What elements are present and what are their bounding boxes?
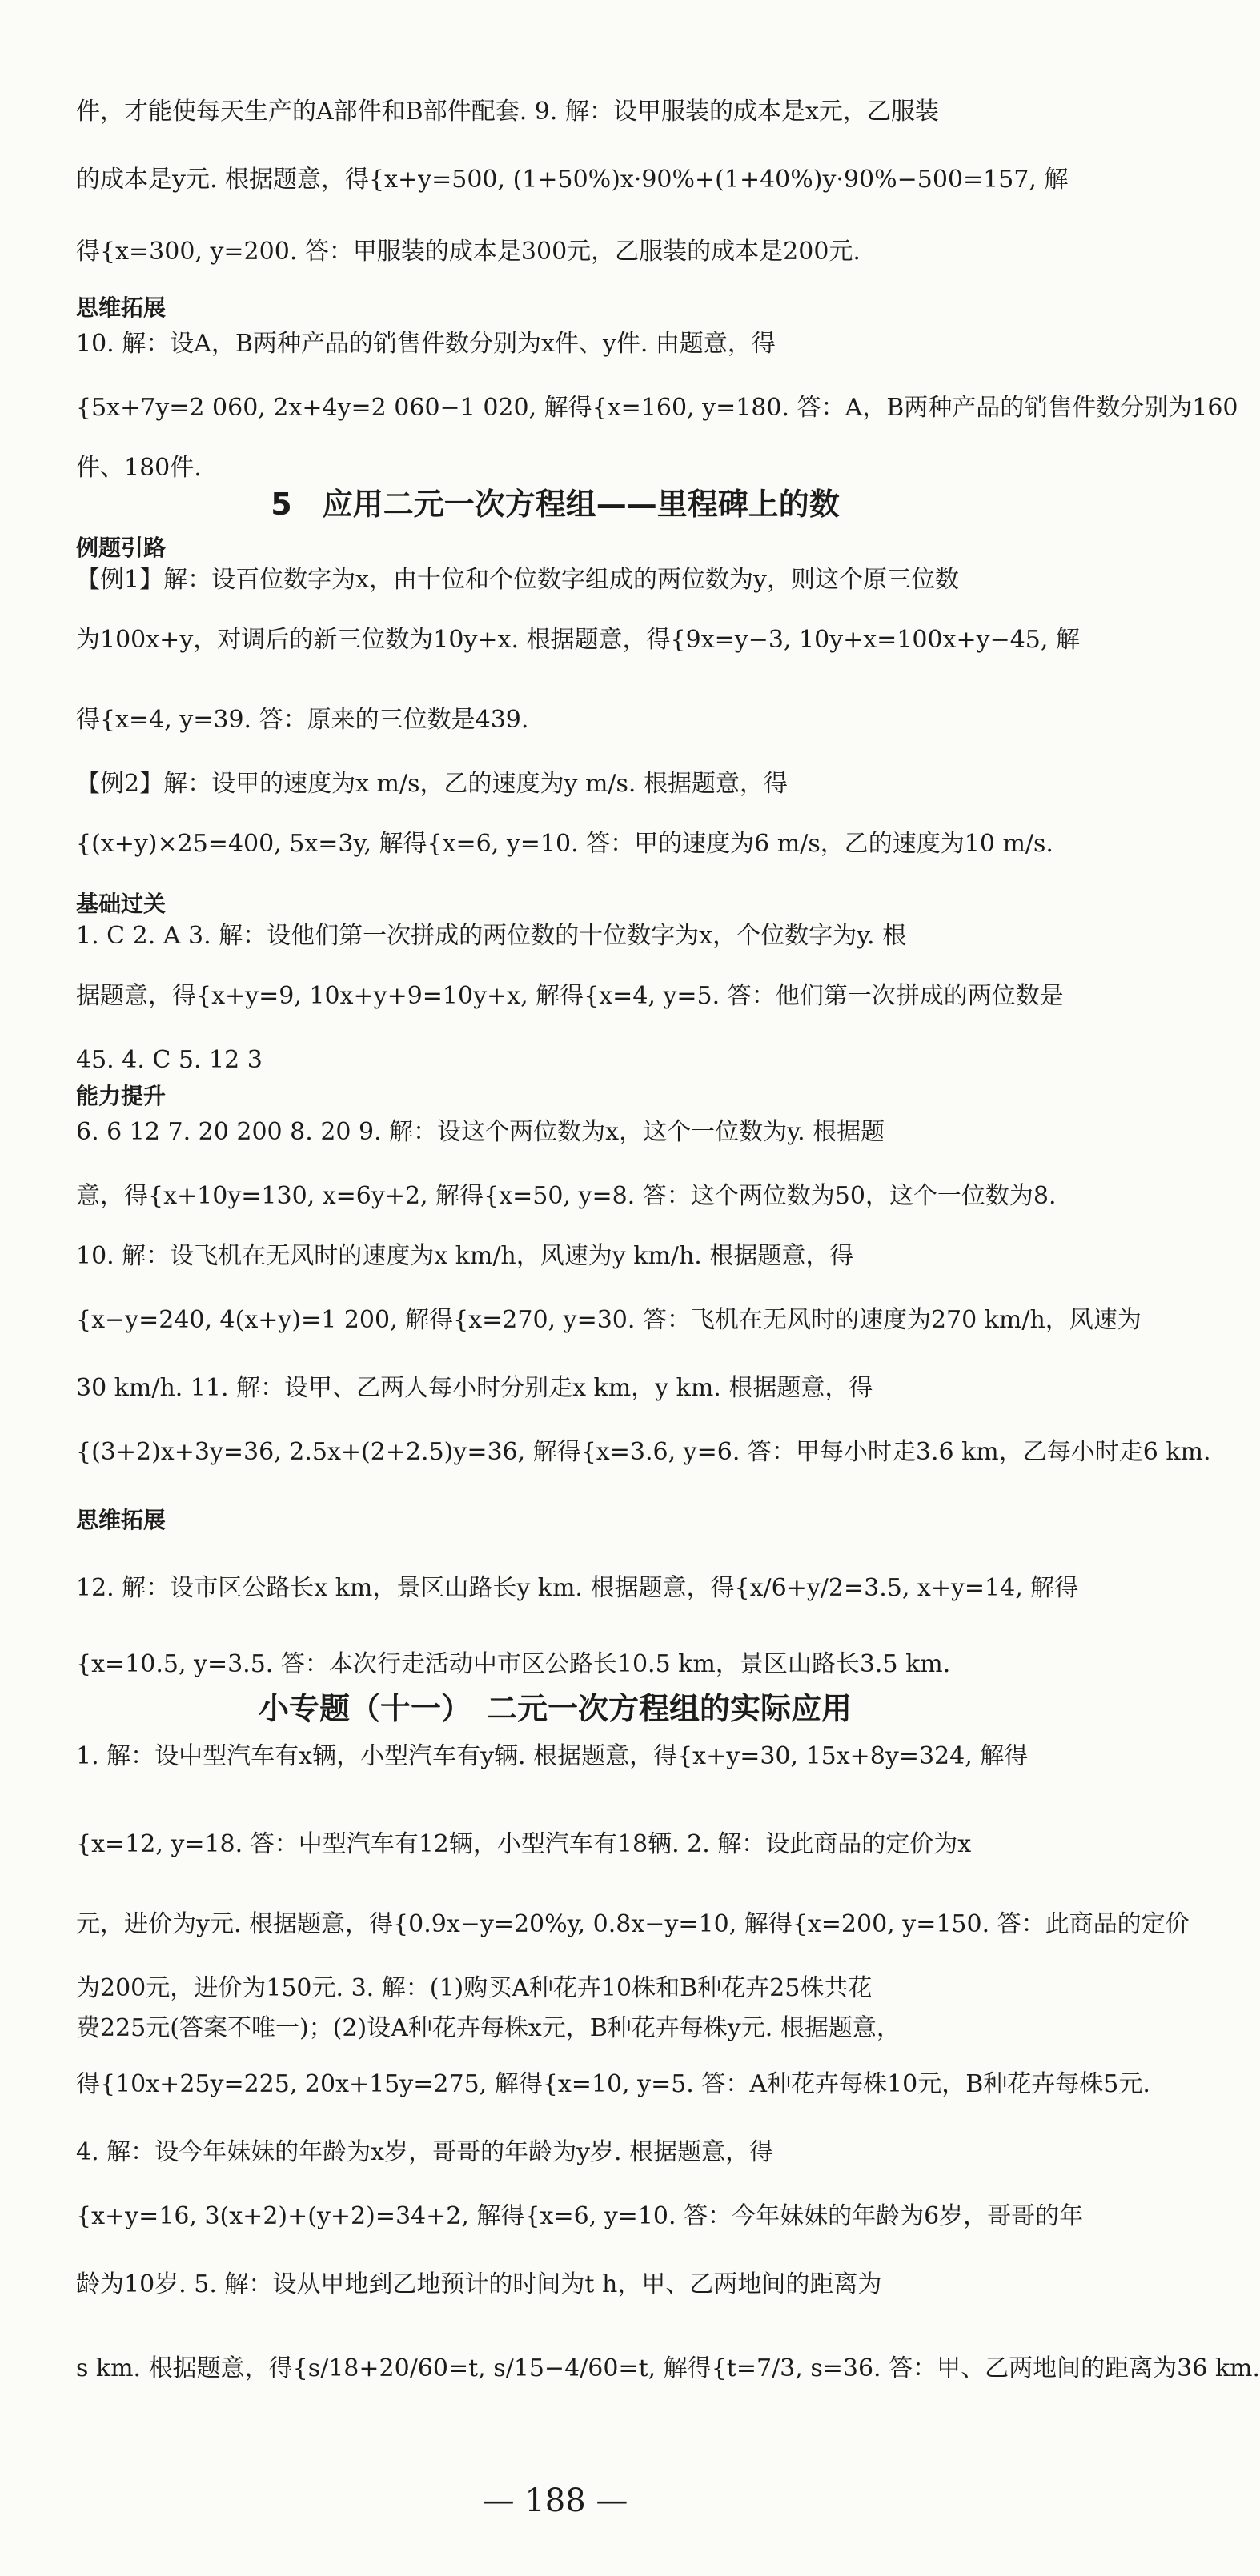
text-line: 10. 解：设飞机在无风时的速度为x km/h，风速为y km/h. 根据题意，得 <box>76 1242 854 1270</box>
text-line: 得{x=300, y=200. 答：甲服装的成本是300元，乙服装的成本是200元. <box>76 238 861 266</box>
text-line: 为100x+y，对调后的新三位数为10y+x. 根据题意，得{9x=y−3, 10y+x=100x+y−45, 解 <box>76 626 1080 654</box>
text-line: 6. 6 12 7. 20 200 8. 20 9. 解：设这个两位数为x，这个一位数为y. 根据题 <box>76 1118 885 1146</box>
text-line: s km. 根据题意，得{s/18+20/60=t, s/15−4/60=t, 解得{t=7/3, s=36. 答：甲、乙两地间的距离为36 km. <box>76 2354 1260 2382</box>
text-line: {(3+2)x+3y=36, 2.5x+(2+2.5)y=36, 解得{x=3.6, y=6. 答：甲每小时走3.6 km，乙每小时走6 km. <box>76 1438 1211 1466</box>
section-heading: 例题引路 <box>76 535 167 561</box>
text-line: 据题意，得{x+y=9, 10x+y+9=10y+x, 解得{x=4, y=5. 答：他们第一次拼成的两位数是 <box>76 982 1064 1010</box>
text-line: 件，才能使每天生产的A部件和B部件配套. 9. 解：设甲服装的成本是x元，乙服装 <box>76 98 939 126</box>
text-line: 【例1】解：设百位数字为x，由十位和个位数字组成的两位数为y，则这个原三位数 <box>76 566 959 594</box>
text-line: {x=12, y=18. 答：中型汽车有12辆，小型汽车有18辆. 2. 解：设此商品的定价为x <box>76 1830 972 1858</box>
text-line: {x+y=16, 3(x+2)+(y+2)=34+2, 解得{x=6, y=10. 答：今年妹妹的年龄为6岁，哥哥的年 <box>76 2202 1084 2230</box>
text-line: {(x+y)×25=400, 5x=3y, 解得{x=6, y=10. 答：甲的速度为6 m/s，乙的速度为10 m/s. <box>76 830 1053 858</box>
text-line: 1. C 2. A 3. 解：设他们第一次拼成的两位数的十位数字为x，个位数字为y. 根 <box>76 922 907 950</box>
text-line: {x=10.5, y=3.5. 答：本次行走活动中市区公路长10.5 km，景区山路长3.5 km. <box>76 1650 951 1678</box>
section-heading: 基础过关 <box>76 891 167 917</box>
text-line: 元，进价为y元. 根据题意，得{0.9x−y=20%y, 0.8x−y=10, 解得{x=200, y=150. 答：此商品的定价 <box>76 1910 1190 1938</box>
text-line: 1. 解：设中型汽车有x辆，小型汽车有y辆. 根据题意，得{x+y=30, 15x+8y=324, 解得 <box>76 1742 1029 1770</box>
text-line: {5x+7y=2 060, 2x+4y=2 060−1 020, 解得{x=160, y=180. 答：A，B两种产品的销售件数分别为160 <box>76 394 1238 422</box>
text-line: 30 km/h. 11. 解：设甲、乙两人每小时分别走x km，y km. 根据题意，得 <box>76 1374 873 1402</box>
chapter-title: 小专题（十一） 二元一次方程组的实际应用 <box>258 1691 852 1726</box>
text-line: {x−y=240, 4(x+y)=1 200, 解得{x=270, y=30. 答：飞机在无风时的速度为270 km/h，风速为 <box>76 1306 1142 1334</box>
text-line: 费225元(答案不唯一)；(2)设A种花卉每株x元，B种花卉每株y元. 根据题意， <box>76 2014 901 2042</box>
text-line: 【例2】解：设甲的速度为x m/s，乙的速度为y m/s. 根据题意，得 <box>76 770 788 798</box>
text-line: 得{x=4, y=39. 答：原来的三位数是439. <box>76 706 529 734</box>
section-heading: 能力提升 <box>76 1083 167 1109</box>
text-line: 为200元，进价为150元. 3. 解：(1)购买A种花卉10株和B种花卉25株共花 <box>76 1974 873 2002</box>
text-line: 10. 解：设A，B两种产品的销售件数分别为x件、y件. 由题意，得 <box>76 330 776 358</box>
page-number: — 188 — <box>482 2482 628 2519</box>
text-line: 件、180件. <box>76 454 202 482</box>
text-line: 12. 解：设市区公路长x km，景区山路长y km. 根据题意，得{x/6+y/2=3.5, x+y=14, 解得 <box>76 1574 1079 1602</box>
text-line: 4. 解：设今年妹妹的年龄为x岁，哥哥的年龄为y岁. 根据题意，得 <box>76 2138 774 2166</box>
text-line: 的成本是y元. 根据题意，得{x+y=500, (1+50%)x·90%+(1+40%)y·90%−500=157, 解 <box>76 166 1069 194</box>
section-heading: 思维拓展 <box>76 294 167 321</box>
text-line: 得{10x+25y=225, 20x+15y=275, 解得{x=10, y=5. 答：A种花卉每株10元，B种花卉每株5元. <box>76 2070 1150 2098</box>
text-line: 龄为10岁. 5. 解：设从甲地到乙地预计的时间为t h，甲、乙两地间的距离为 <box>76 2270 882 2298</box>
text-line: 意，得{x+10y=130, x=6y+2, 解得{x=50, y=8. 答：这个两位数为50，这个一位数为8. <box>76 1182 1057 1210</box>
section-heading: 思维拓展 <box>76 1507 167 1533</box>
chapter-title: 5 应用二元一次方程组——里程碑上的数 <box>271 487 840 522</box>
text-line: 45. 4. C 5. 12 3 <box>76 1046 263 1074</box>
